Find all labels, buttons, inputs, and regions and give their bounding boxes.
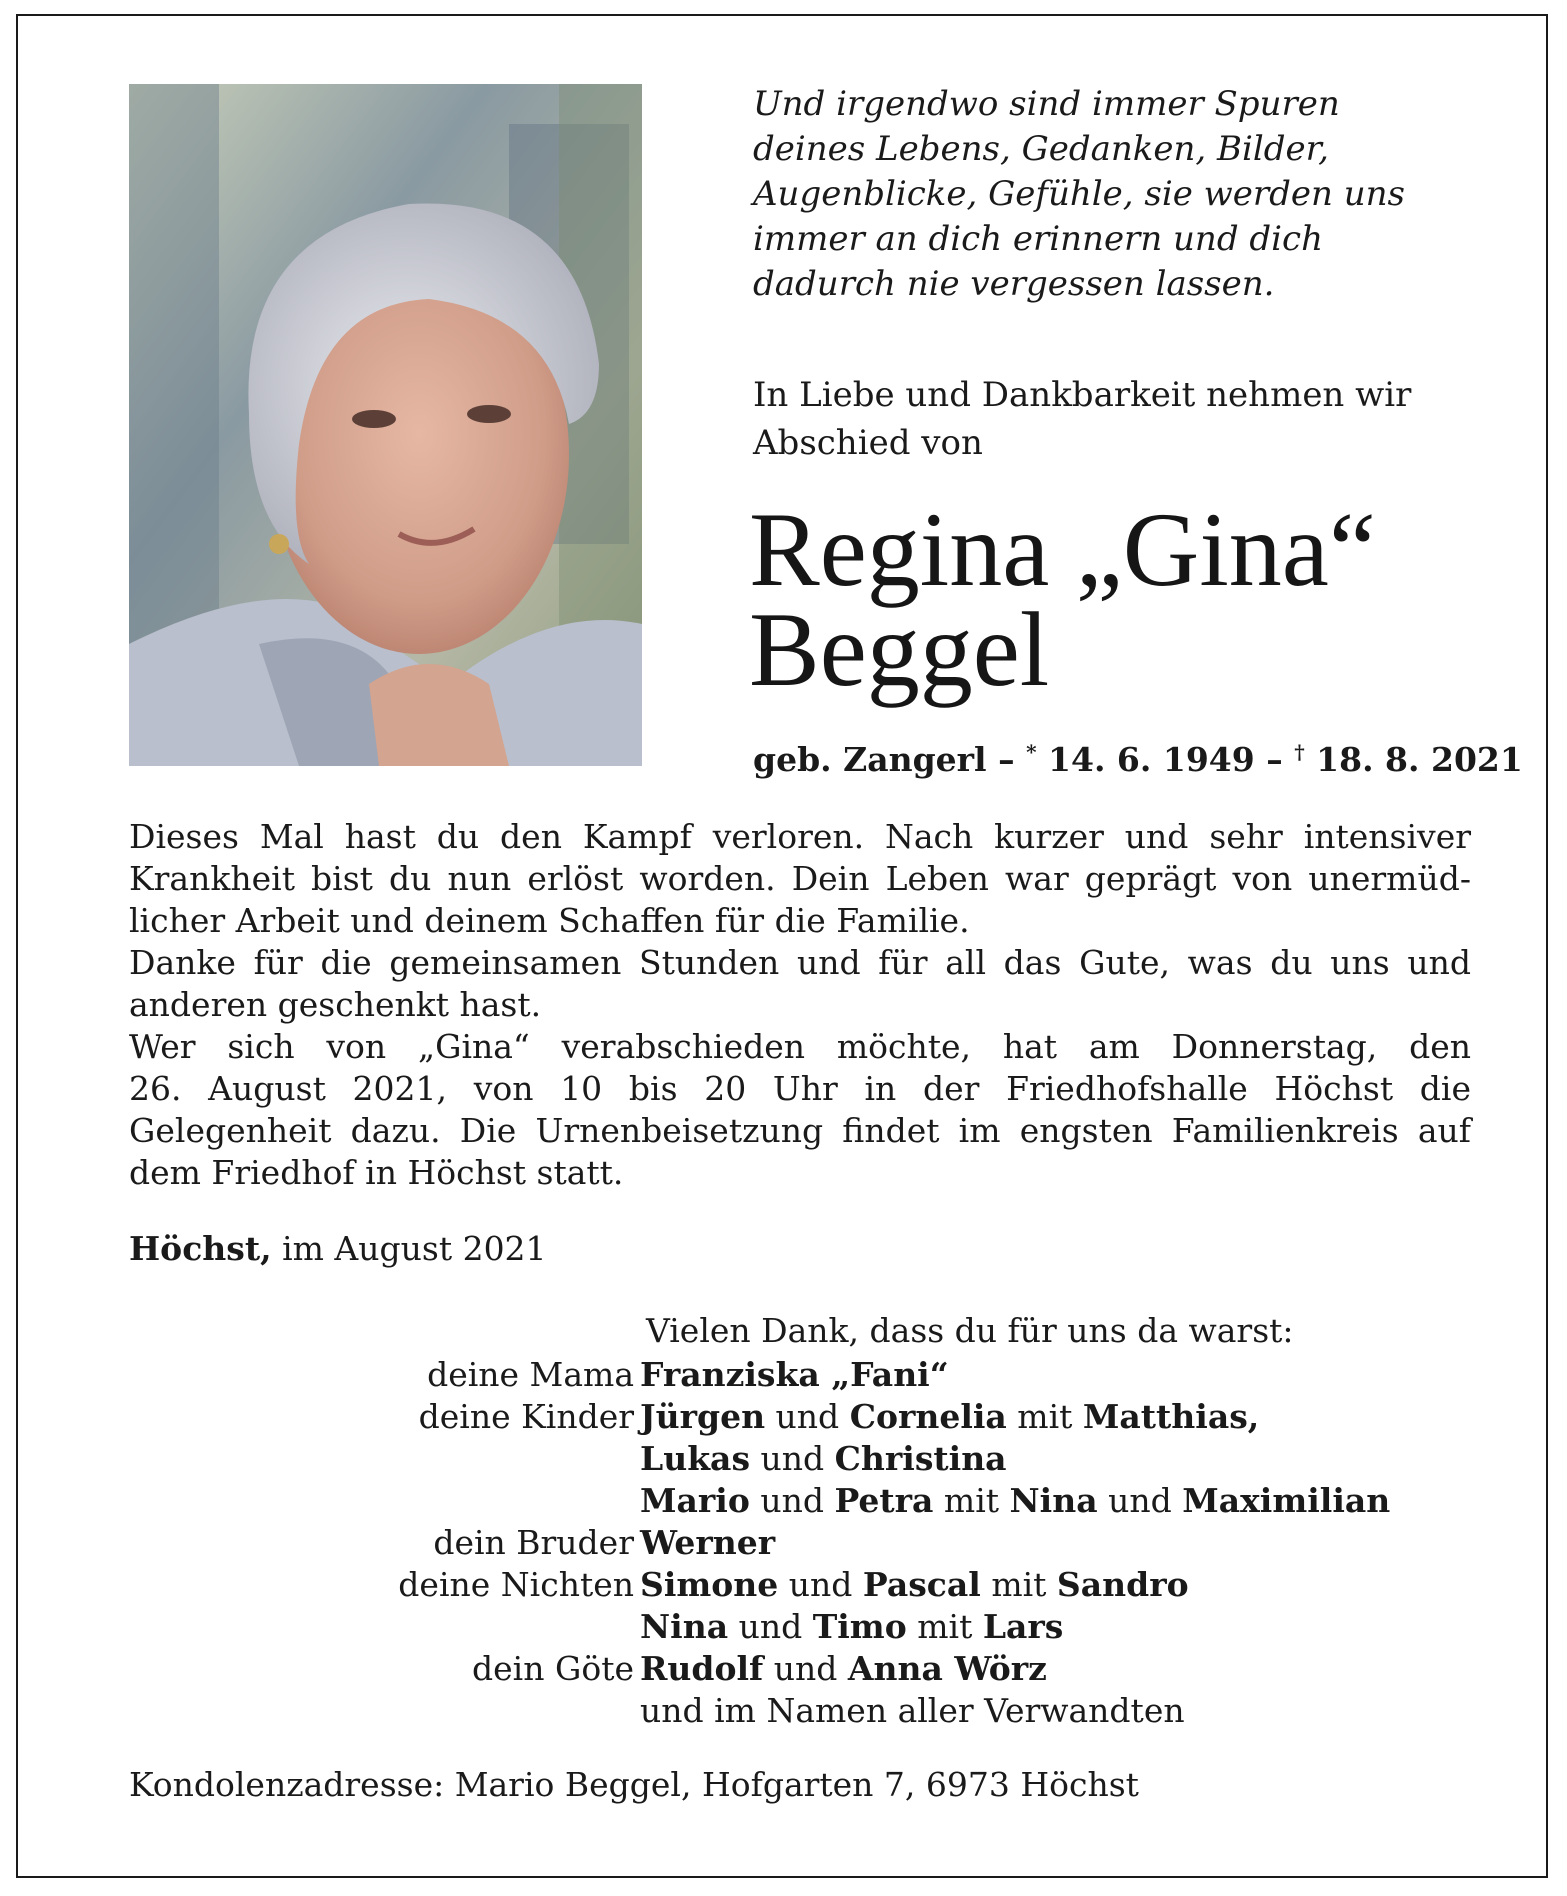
maiden-name: geb. Zangerl bbox=[753, 740, 987, 779]
relation-label: deine Kinder bbox=[418, 1397, 634, 1436]
relation-label bbox=[300, 1690, 640, 1732]
mourner-name: Simone bbox=[640, 1565, 779, 1604]
text-line: Danke für die gemeinsamen Stunden und für all das Gute, was du uns und bbox=[129, 943, 1471, 982]
mourner-name: Sandro bbox=[1056, 1565, 1189, 1604]
mourner-names bbox=[640, 1564, 1189, 1606]
text-line: 26. August 2021, von 10 bis 20 Uhr in der Friedhofshalle Höchst die bbox=[129, 1069, 1471, 1108]
intro-line: In Liebe und Dankbarkeit nehmen wir bbox=[753, 375, 1412, 415]
connector-text: und im Namen aller Verwandten bbox=[640, 1691, 1185, 1730]
mourner-row bbox=[300, 1690, 1500, 1732]
mourner-name: Mario bbox=[640, 1481, 750, 1520]
name-line-1: Regina „Gina“ bbox=[749, 491, 1376, 608]
place-town: Höchst, bbox=[129, 1229, 272, 1268]
mourner-name: Rudolf bbox=[640, 1649, 764, 1688]
mourner-names bbox=[640, 1606, 1063, 1648]
connector-text: mit bbox=[980, 1565, 1057, 1604]
mourner-names bbox=[640, 1438, 1007, 1480]
verse-line: dadurch nie vergessen lassen. bbox=[753, 264, 1275, 304]
place-month: im August 2021 bbox=[271, 1229, 547, 1268]
relation-label bbox=[300, 1480, 640, 1522]
verse-line: deines Lebens, Gedanken, Bilder, bbox=[753, 129, 1329, 169]
verse-line: immer an dich erinnern und dich bbox=[753, 219, 1323, 259]
relation-label: deine Nichten bbox=[398, 1565, 634, 1604]
mourner-name: Anna Wörz bbox=[847, 1649, 1047, 1688]
mourner-name: Franziska „Fani“ bbox=[640, 1355, 949, 1394]
mourner-name: Timo bbox=[812, 1607, 907, 1646]
birth-date: 14. 6. 1949 bbox=[1036, 740, 1255, 779]
mourner-name: Werner bbox=[640, 1523, 776, 1562]
mourner-name: Nina bbox=[1009, 1481, 1098, 1520]
name-line-2: Beggel bbox=[749, 591, 1050, 708]
connector-text: und bbox=[750, 1439, 835, 1478]
mourner-row bbox=[300, 1396, 1500, 1438]
memorial-verse bbox=[753, 82, 1473, 307]
verse-line: Augenblicke, Gefühle, sie werden uns bbox=[753, 174, 1405, 214]
mourner-names bbox=[640, 1480, 1390, 1522]
mourners-list bbox=[300, 1354, 1500, 1732]
relation-label bbox=[300, 1438, 640, 1480]
text-line: Dieses Mal hast du den Kampf verloren. Nach kurzer und sehr intensiver bbox=[129, 817, 1471, 856]
connector-text: und bbox=[1097, 1481, 1183, 1520]
mourner-row bbox=[300, 1438, 1500, 1480]
mourner-name: Lukas bbox=[640, 1439, 751, 1478]
relation-label: deine Mama bbox=[427, 1355, 634, 1394]
deceased-name bbox=[749, 491, 1529, 708]
mourner-name: Matthias, bbox=[1082, 1397, 1260, 1436]
separator: – bbox=[1254, 740, 1295, 779]
place-date bbox=[129, 1228, 547, 1270]
mourner-names bbox=[640, 1522, 775, 1564]
portrait-photo bbox=[129, 84, 642, 766]
farewell-intro bbox=[753, 371, 1493, 467]
mourner-names bbox=[640, 1648, 1047, 1690]
death-date: 18. 8. 2021 bbox=[1304, 740, 1523, 779]
text-line: Gelegenheit dazu. Die Urnenbeisetzung findet im engsten Familienkreis auf bbox=[129, 1111, 1471, 1150]
intro-line: Abschied von bbox=[753, 423, 983, 463]
separator: – bbox=[986, 740, 1027, 779]
verse-line: Und irgendwo sind immer Spuren bbox=[753, 84, 1340, 124]
mourner-row bbox=[300, 1648, 1500, 1690]
relation-label: dein Bruder bbox=[433, 1523, 634, 1562]
connector-text: mit bbox=[1006, 1397, 1083, 1436]
mourner-row bbox=[300, 1606, 1500, 1648]
mourner-row bbox=[300, 1480, 1500, 1522]
mourner-name: Lars bbox=[982, 1607, 1064, 1646]
text-line: licher Arbeit und deinem Schaffen für die Familie. bbox=[129, 901, 970, 940]
relation-label: dein Göte bbox=[472, 1649, 634, 1688]
mourner-names bbox=[640, 1396, 1259, 1438]
connector-text: und bbox=[728, 1607, 813, 1646]
thanks-line: Vielen Dank, dass du für uns da warst: bbox=[646, 1311, 1294, 1350]
text-line: dem Friedhof in Höchst statt. bbox=[129, 1153, 624, 1192]
connector-text: mit bbox=[906, 1607, 983, 1646]
text-line: Krankheit bist du nun erlöst worden. Dein Leben war geprägt von unermüd- bbox=[129, 859, 1471, 898]
relation-label bbox=[300, 1606, 640, 1648]
mourner-name: Petra bbox=[834, 1481, 934, 1520]
mourner-name: Christina bbox=[834, 1439, 1007, 1478]
text-line: anderen geschenkt hast. bbox=[129, 985, 542, 1024]
mourner-name: Cornelia bbox=[849, 1397, 1007, 1436]
mourner-name: Jürgen bbox=[640, 1397, 766, 1436]
mourner-names bbox=[640, 1354, 949, 1396]
connector-text: und bbox=[765, 1397, 850, 1436]
death-symbol: † bbox=[1294, 740, 1305, 764]
life-dates bbox=[753, 730, 1523, 782]
mourner-name: Pascal bbox=[862, 1565, 981, 1604]
connector-text: mit bbox=[933, 1481, 1010, 1520]
mourner-row bbox=[300, 1522, 1500, 1564]
connector-text: und bbox=[763, 1649, 848, 1688]
obituary-text bbox=[129, 816, 1471, 1194]
text-line: Wer sich von „Gina“ verabschieden möchte, hat am Donnerstag, den bbox=[129, 1027, 1471, 1066]
mourner-name: Nina bbox=[640, 1607, 729, 1646]
birth-symbol: * bbox=[1026, 740, 1037, 764]
mourner-name: Maximilian bbox=[1182, 1481, 1391, 1520]
condolence-address: Kondolenzadresse: Mario Beggel, Hofgarten 7, 6973 Höchst bbox=[129, 1765, 1139, 1804]
mourner-names bbox=[640, 1690, 1185, 1732]
connector-text: und bbox=[778, 1565, 863, 1604]
mourner-row bbox=[300, 1354, 1500, 1396]
mourner-row bbox=[300, 1564, 1500, 1606]
connector-text: und bbox=[749, 1481, 835, 1520]
